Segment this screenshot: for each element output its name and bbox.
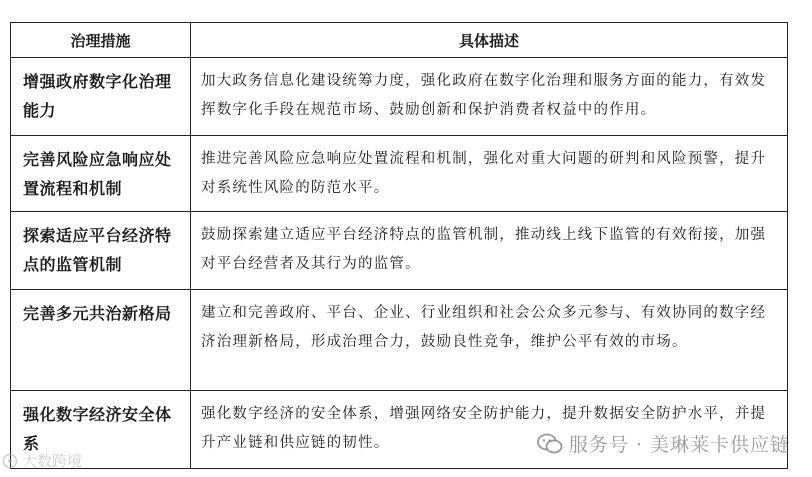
watermark-text: 服务号 · 美琳莱卡供应链 [568,434,790,456]
header-measure: 治理措施 [11,23,191,58]
description-cell: 加大政务信息化建设统筹力度，强化政府在数字化治理和服务方面的能力，有效发挥数字化手段在规范市场、鼓励创新和保护消费者权益中的作用。 [191,58,788,136]
table-header-row [11,23,788,58]
brand-watermark-text: 大数跨境 [22,452,83,470]
description-cell: 强化数字经济的安全体系，增强网络安全防护能力，提升数据安全防护水平，并提升产业链和供应链的韧性。 [191,391,788,469]
governance-table-container [10,22,787,469]
measure-cell: 完善多元共治新格局 [11,290,191,391]
measure-cell: 完善风险应急响应处置流程和机制 [11,136,191,212]
table-row [11,290,788,391]
service-account-watermark [537,430,790,457]
description-cell: 推进完善风险应急响应处置流程和机制，强化对重大问题的研判和风险预警，提升对系统性风险的防范水平。 [191,136,788,212]
measure-cell: 强化数字经济安全体系 [11,391,191,469]
table-row [11,212,788,290]
wechat-icon [537,433,563,455]
description-cell: 鼓励探索建立适应平台经济特点的监管机制，推动线上线下监管的有效衔接，加强对平台经营者及其行为的监管。 [191,212,788,290]
brand-watermark [2,450,82,471]
brand-logo-icon [2,453,18,469]
table-row [11,58,788,136]
measure-cell: 探索适应平台经济特点的监管机制 [11,212,191,290]
description-cell: 建立和完善政府、平台、企业、行业组织和社会公众多元参与、有效协同的数字经济治理新格局，形成治理合力，鼓励良性竞争，维护公平有效的市场。 [191,290,788,391]
header-description: 具体描述 [191,23,788,58]
governance-table [10,22,788,469]
table-row [11,136,788,212]
measure-cell: 增强政府数字化治理能力 [11,58,191,136]
